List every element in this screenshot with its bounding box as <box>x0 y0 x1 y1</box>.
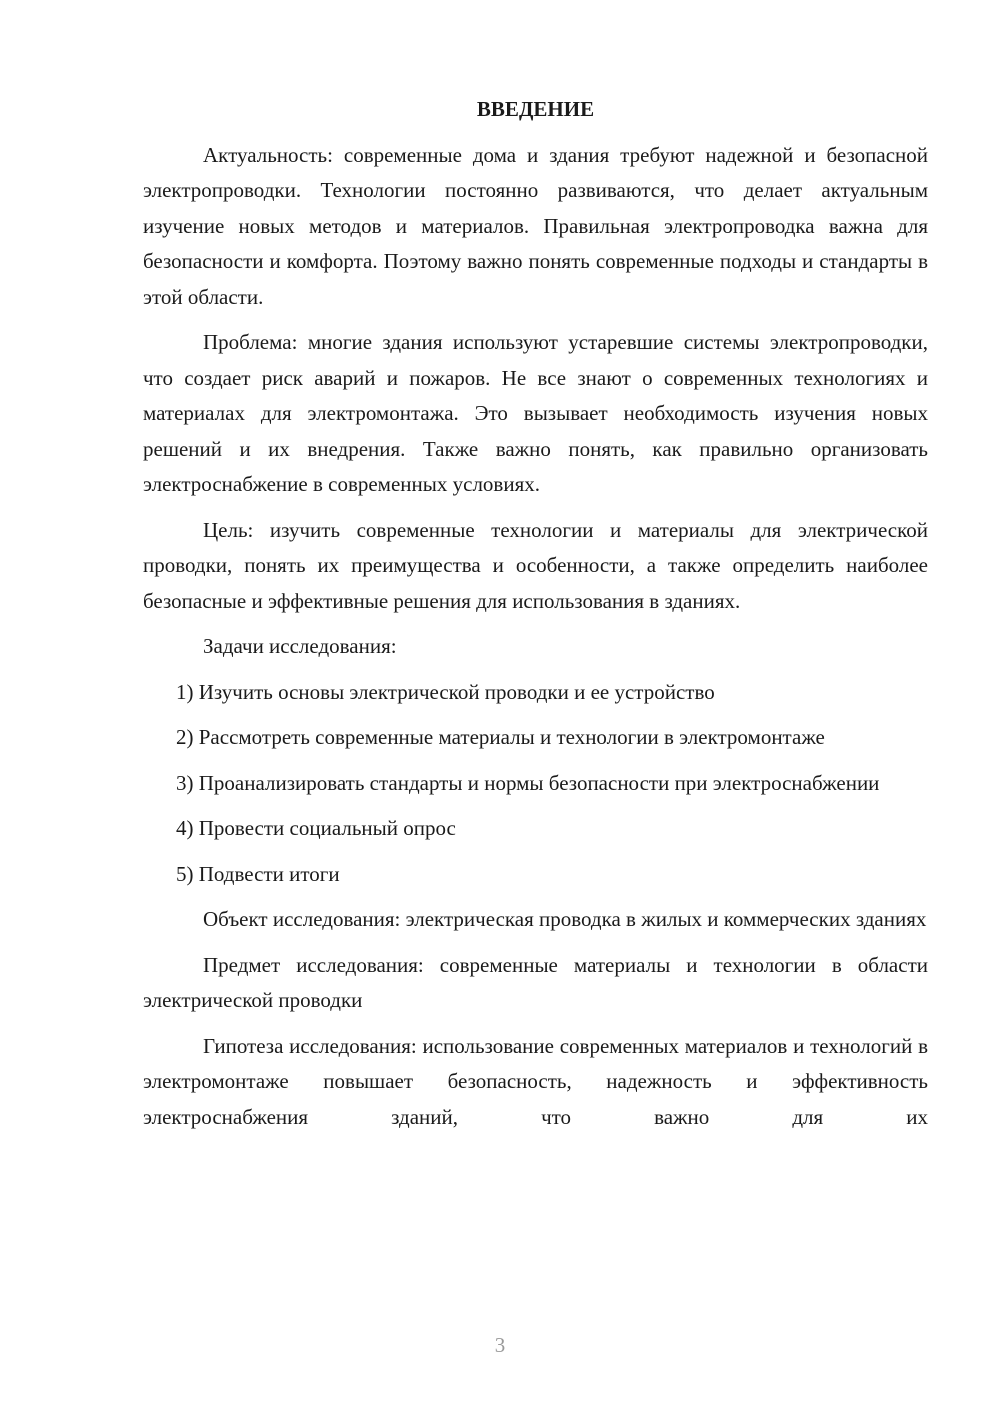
task-item-2: 2) Рассмотреть современные материалы и технологии в электромонтаже <box>176 725 825 749</box>
research-hypothesis: Гипотеза исследования: использование современных материалов и технологий в электромонтаже повышает безопасность, надежность и эффективность электроснабжения зданий, что важно для их <box>143 1033 928 1129</box>
page-number: 3 <box>494 1333 506 1357</box>
paragraph-problem: Проблема: многие здания используют устаревшие системы электропроводки, что создает риск аварий и пожаров. Не все знают о современных технологиях и материалах для электромонтажа. Это вызывает необходимость изучения новых решений и их внедрения. Также важно понять, как правильно организовать электроснабжение в современных условиях. <box>143 330 928 496</box>
research-object: Объект исследования: электрическая проводка в жилых и коммерческих зданиях <box>203 907 927 931</box>
task-item-4: 4) Провести социальный опрос <box>176 816 456 840</box>
research-subject: Предмет исследования: современные материалы и технологии в области электрической проводки <box>143 952 928 1012</box>
task-item-3: 3) Проанализировать стандарты и нормы безопасности при электроснабжении <box>176 770 880 795</box>
page-title: ВВЕДЕНИЕ <box>476 97 595 121</box>
task-item-1: 1) Изучить основы электрической проводки и ее устройство <box>176 679 715 704</box>
task-item-5: 5) Подвести итоги <box>176 861 340 886</box>
paragraph-goal: Цель: изучить современные технологии и материалы для электрической проводки, понять их преимущества и особенности, а также определить наиболее безопасные и эффективные решения для использования в зданиях. <box>143 517 928 613</box>
tasks-heading: Задачи исследования: <box>203 634 397 658</box>
document-page <box>143 92 928 1135</box>
paragraph-relevance: Актуальность: современные дома и здания требуют надежной и безопасной электропроводки. Технологии постоянно развиваются, что делает актуальным изучение новых методов и материалов. Правильная электропроводка важна для безопасности и комфорта. Поэтому важно понять современные подходы и стандарты в этой области. <box>143 142 928 309</box>
